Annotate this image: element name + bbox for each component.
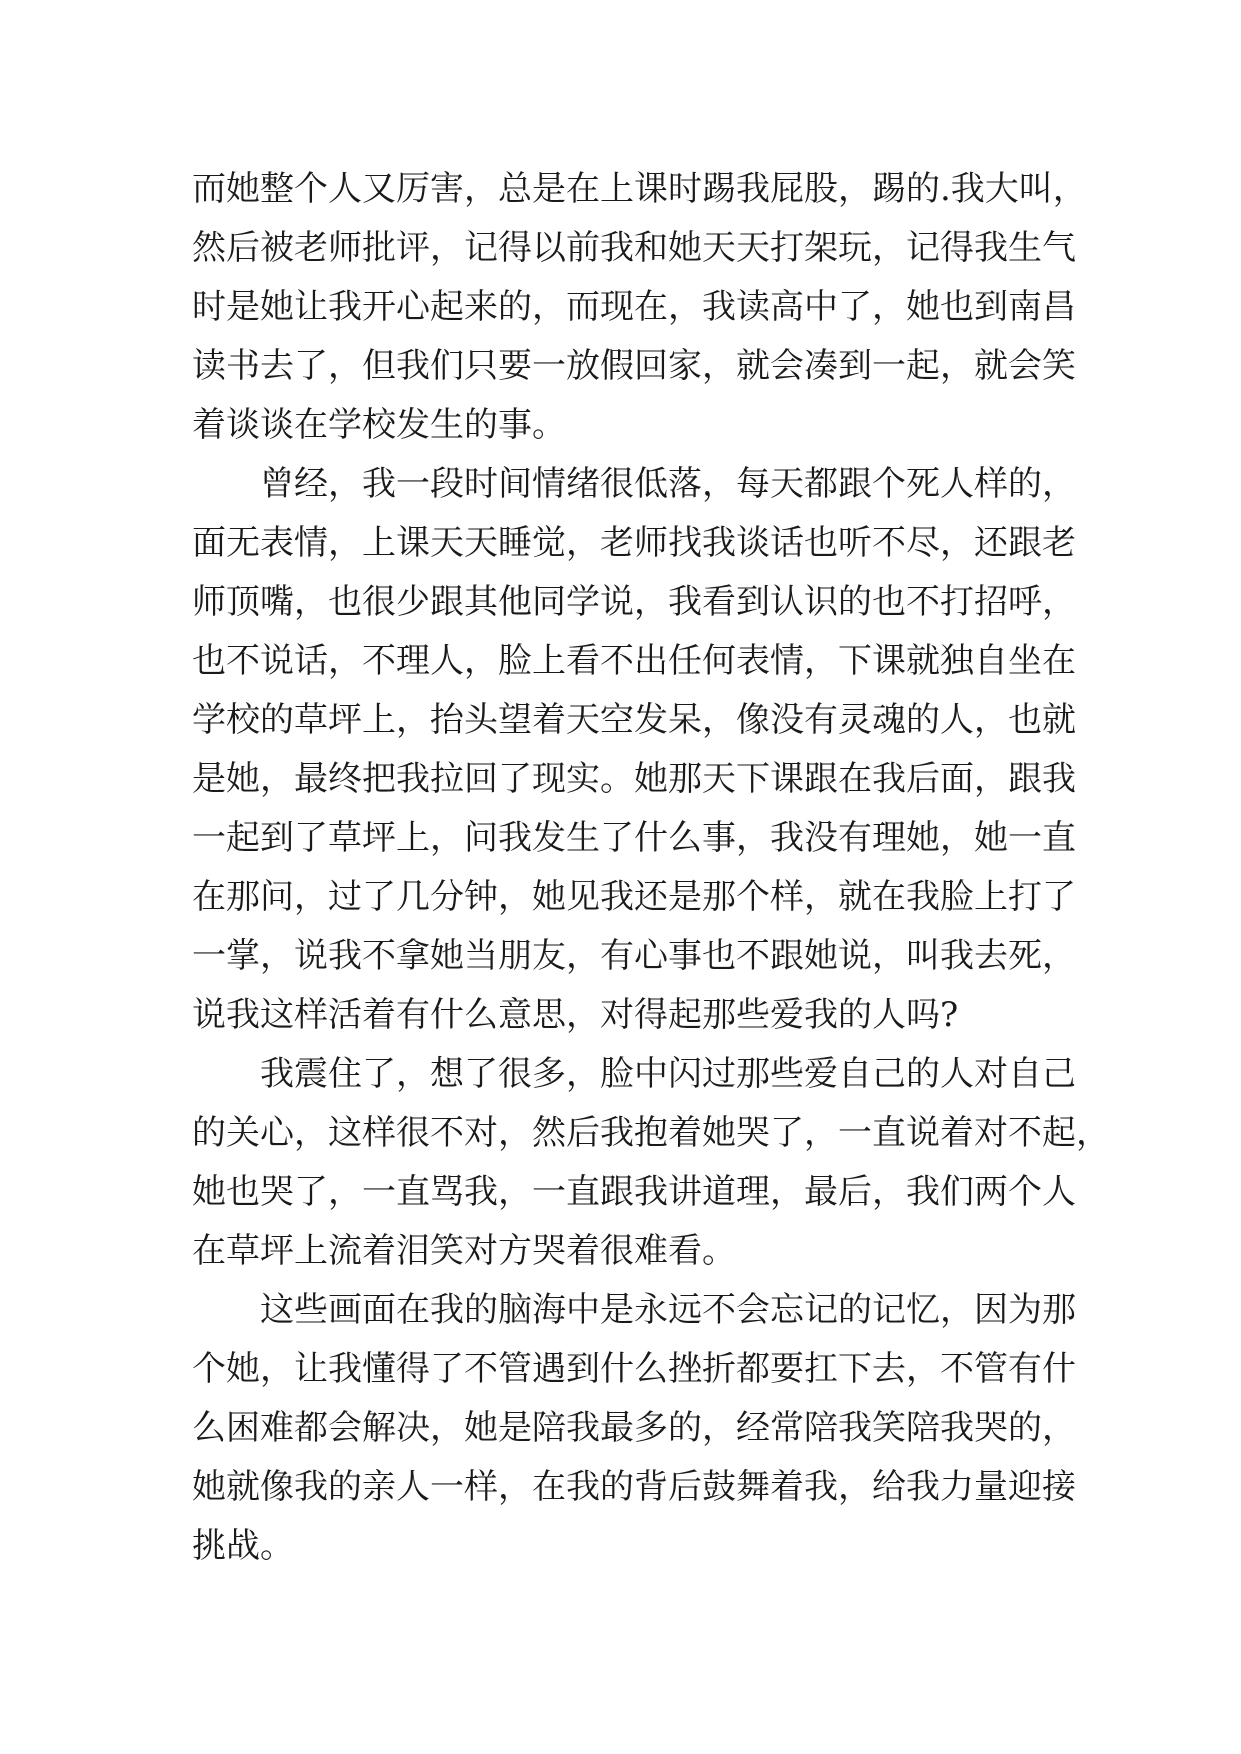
text-line: 个她，让我懂得了不管遇到什么挫折都要扛下去，不管有什	[192, 1349, 1076, 1389]
text-line: 在那问，过了几分钟，她见我还是那个样，就在我脸上打了	[192, 877, 1076, 917]
text-line: 也不说话，不理人，脸上看不出任何表情，下课就独自坐在	[192, 641, 1076, 681]
text-line: 在草坪上流着泪笑对方哭着很难看。	[192, 1231, 736, 1271]
paragraph	[192, 160, 1087, 455]
text-line: 这些画面在我的脑海中是永远不会忘记的记忆，因为那	[192, 1290, 1076, 1330]
text-line: 时是她让我开心起来的，而现在，我读高中了，她也到南昌	[192, 287, 1076, 327]
text-line: 一起到了草坪上，问我发生了什么事，我没有理她，她一直	[192, 818, 1076, 858]
paragraph	[192, 1045, 1110, 1281]
text-line: 她也哭了，一直骂我，一直跟我讲道理，最后，我们两个人	[192, 1172, 1076, 1212]
text-line: 是她，最终把我拉回了现实。她那天下课跟在我后面，跟我	[192, 759, 1076, 799]
text-line: 然后被老师批评，记得以前我和她天天打架玩，记得我生气	[192, 228, 1076, 268]
text-line: 着谈谈在学校发生的事。	[192, 405, 566, 445]
text-line: 学校的草坪上，抬头望着天空发呆，像没有灵魂的人，也就	[192, 700, 1076, 740]
text-line: 曾经，我一段时间情绪很低落，每天都跟个死人样的，	[192, 464, 1076, 504]
paragraph	[192, 455, 1076, 1045]
text-line: 面无表情，上课天天睡觉，老师找我谈话也听不尽，还跟老	[192, 523, 1076, 563]
text-line: 一掌，说我不拿她当朋友，有心事也不跟她说，叫我去死，	[192, 936, 1076, 976]
text-line: 读书去了，但我们只要一放假回家，就会凑到一起，就会笑	[192, 346, 1076, 386]
text-line: 说我这样活着有什么意思，对得起那些爱我的人吗?	[192, 995, 959, 1035]
text-line: 师顶嘴，也很少跟其他同学说，我看到认识的也不打招呼，	[192, 582, 1076, 622]
text-line: 么困难都会解决，她是陪我最多的，经常陪我笑陪我哭的，	[192, 1408, 1076, 1448]
document-body	[192, 160, 1110, 1576]
text-line: 她就像我的亲人一样，在我的背后鼓舞着我，给我力量迎接	[192, 1467, 1076, 1507]
paragraph	[192, 1281, 1076, 1576]
text-line: 挑战。	[192, 1526, 294, 1566]
text-line: 的关心，这样很不对，然后我抱着她哭了，一直说着对不起，	[192, 1113, 1110, 1153]
text-line: 我震住了，想了很多，脸中闪过那些爱自己的人对自己	[192, 1054, 1076, 1094]
text-line: 而她整个人又厉害，总是在上课时踢我屁股，踢的.我大叫，	[192, 169, 1087, 209]
